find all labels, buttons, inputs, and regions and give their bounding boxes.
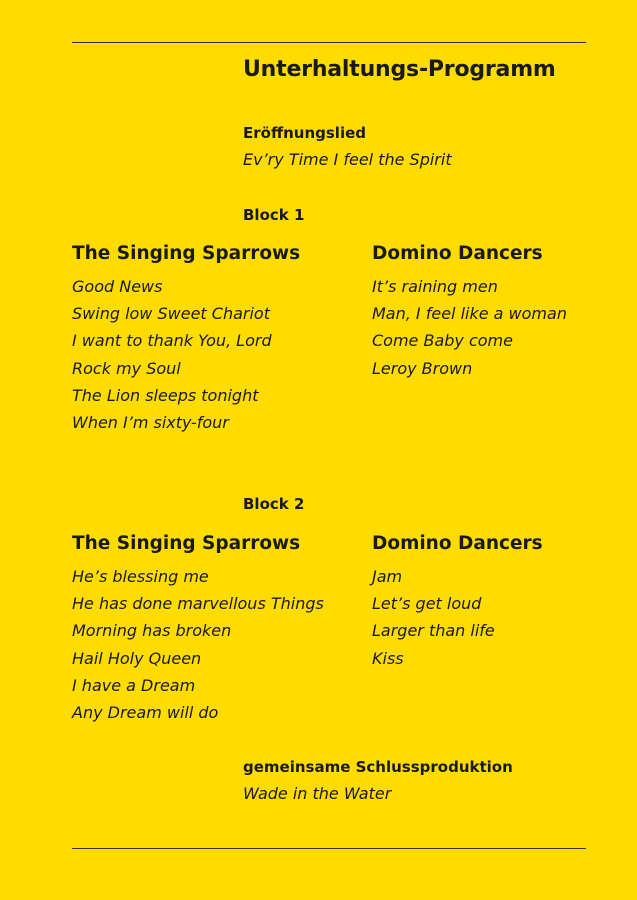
block-2-group-sparrows-heading: The Singing Sparrows <box>72 533 301 554</box>
song-item: Rock my Soul <box>72 358 181 378</box>
song-item: Morning has broken <box>72 621 232 641</box>
block-2-label: Block 2 <box>243 495 305 513</box>
song-item: I want to thank You, Lord <box>72 331 272 351</box>
block-1-sparrows-song-list <box>72 273 272 436</box>
song-item: Come Baby come <box>372 331 513 351</box>
song-item: I have a Dream <box>72 675 196 695</box>
song-item: Swing low Sweet Chariot <box>72 304 270 324</box>
song-item: When I’m sixty-four <box>72 413 229 433</box>
block-2-dancers-song-list <box>372 563 495 672</box>
song-item: It’s raining men <box>372 277 498 296</box>
song-item: Man, I feel like a woman <box>372 304 567 324</box>
block-1-group-dancers-heading: Domino Dancers <box>372 243 543 264</box>
opening-label: Eröffnungslied <box>243 124 366 142</box>
finale-label: gemeinsame Schlussproduktion <box>243 758 513 776</box>
song-item: Leroy Brown <box>372 358 473 378</box>
song-item: Let’s get loud <box>372 594 482 614</box>
block-2-group-dancers-heading: Domino Dancers <box>372 533 543 554</box>
song-item: Good News <box>72 277 163 296</box>
opening-song: Ev’ry Time I feel the Spirit <box>243 150 452 169</box>
song-item: The Lion sleeps tonight <box>72 385 259 405</box>
song-item: Kiss <box>372 648 404 668</box>
bottom-rule <box>72 848 586 849</box>
song-item: He has done marvellous Things <box>72 594 324 614</box>
song-item: Hail Holy Queen <box>72 648 202 668</box>
song-item: Larger than life <box>372 621 495 641</box>
page-title: Unterhaltungs-Programm <box>243 57 556 82</box>
top-rule <box>72 42 586 43</box>
song-item: Jam <box>372 567 403 586</box>
block-1-group-sparrows-heading: The Singing Sparrows <box>72 243 301 264</box>
block-1-label: Block 1 <box>243 206 305 224</box>
song-item: He’s blessing me <box>72 567 209 586</box>
block-2-sparrows-song-list <box>72 563 324 726</box>
song-item: Any Dream will do <box>72 703 219 723</box>
block-1-dancers-song-list <box>372 273 567 382</box>
finale-song: Wade in the Water <box>243 784 392 803</box>
